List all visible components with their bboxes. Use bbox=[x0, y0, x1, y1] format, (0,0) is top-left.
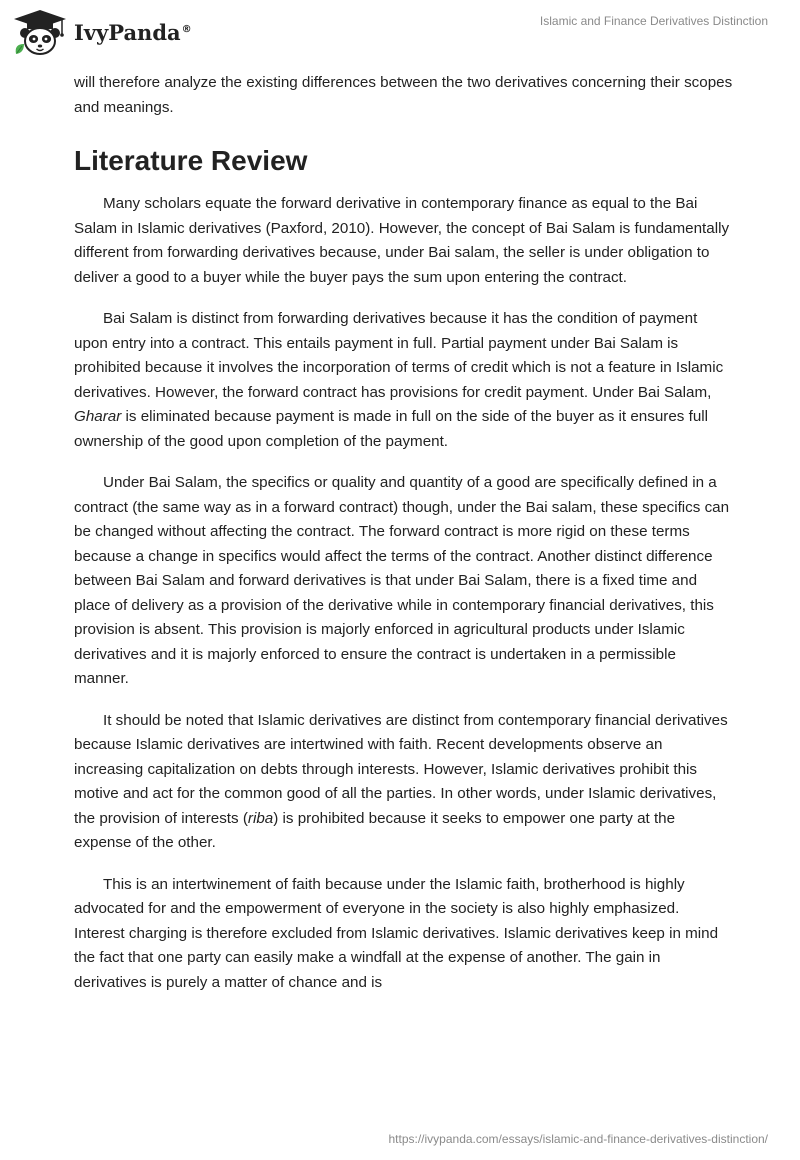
document-title: Islamic and Finance Derivatives Distinction bbox=[539, 14, 768, 28]
paragraph-5: This is an intertwinement of faith because under the Islamic faith, brotherhood is highly advocated for and the empowerment of everyone in the society is also highly emphasized. Interest charging is therefore excluded from Islamic derivatives. Islamic derivatives keep in mind the fact that one party can easily make a windfall at the expense of another. The gain in derivatives is purely a matter of chance and is bbox=[74, 875, 719, 991]
paragraph-2-part-b: is eliminated because payment is made in full on the side of the buyer as it ensures full ownership of the good upon completion of the payment. bbox=[74, 408, 709, 450]
brand-name: IvyPanda® bbox=[74, 19, 192, 45]
paragraph-4-part-b: ) is prohibited because it seeks to empower one party at the expense of the other. bbox=[74, 809, 676, 851]
paragraph-4-part-a: It should be noted that Islamic derivatives are distinct from contemporary financial derivatives because Islamic derivatives are intertwined with faith. Recent developments observe an increasing capitalization on debts through interests. However, Islamic derivatives prohibit this motive and act for the common good of all the parties. In other words, under Islamic derivatives, the provision of interests ( bbox=[74, 711, 728, 827]
paragraph-2-part-a: Bai Salam is distinct from forwarding derivatives because it has the condition of payment upon entry into a contract. This entails payment in full. Partial payment under Bai Salam is prohibited because it involves the incorporation of terms of credit which is not a feature in Islamic derivatives. However, the forward contract has provisions for credit payment. Under Bai Salam, bbox=[74, 310, 724, 401]
page-header bbox=[0, 0, 800, 60]
section-heading: Literature Review bbox=[74, 145, 308, 176]
brand-logo[interactable] bbox=[12, 8, 192, 56]
term-gharar: Gharar bbox=[74, 408, 122, 425]
registered-mark: ® bbox=[181, 23, 192, 35]
paragraph-4 bbox=[74, 709, 734, 856]
paragraph-2 bbox=[74, 307, 734, 454]
paragraph-3: Under Bai Salam, the specifics or quality and quantity of a good are specifically defined in a contract (the same way as in a forward contract) though, under the Bai salam, these specifics can be changed without affecting the contract. The forward contract is more rigid on these terms because a change in specifics would affect the terms of the contract. Another distinct difference between Bai Salam and forward derivatives is that under Bai Salam, there is a fixed time and place of delivery as a provision of the derivative while in contemporary financial derivatives, this provision is absent. This provision is majorly enforced in agricultural products under Islamic derivatives and it is majorly enforced to ensure the contract is undertaken in a permissible manner. bbox=[74, 474, 730, 687]
source-url[interactable]: https://ivypanda.com/essays/islamic-and-finance-derivatives-distinction/ bbox=[388, 1132, 768, 1146]
panda-logo-icon bbox=[12, 8, 68, 56]
intro-paragraph-tail: will therefore analyze the existing differences between the two derivatives concerning their scopes and meanings. bbox=[74, 74, 733, 116]
term-riba: riba bbox=[247, 809, 274, 827]
article-body bbox=[74, 71, 734, 1012]
paragraph-1: Many scholars equate the forward derivative in contemporary finance as equal to the Bai Salam in Islamic derivatives (Paxford, 2010). However, the concept of Bai Salam is fundamentally different from forwarding derivatives because, under Bai salam, the seller is under obligation to deliver a good to a buyer while the buyer pays the sum upon entering the contract. bbox=[74, 195, 730, 286]
